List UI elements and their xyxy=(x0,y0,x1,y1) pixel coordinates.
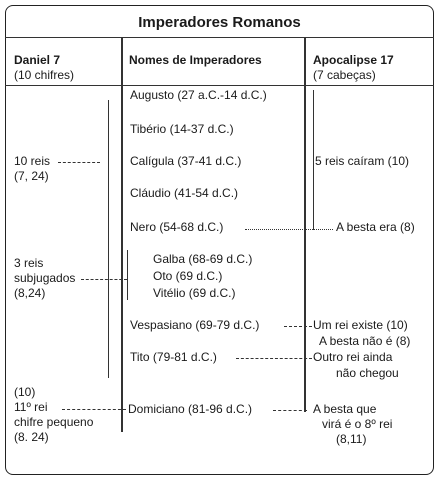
daniel-ten-kings-ref: (7, 24) xyxy=(14,169,49,183)
apoc-beast-coming-ref: (8,11) xyxy=(336,432,367,446)
emperors-header: Nomes de Imperadores xyxy=(129,53,262,67)
header-underline xyxy=(5,85,434,86)
daniel-eleventh-verse: (10) xyxy=(14,385,36,399)
daniel-three-kings: 3 reis xyxy=(14,256,44,270)
daniel-header: Daniel 7 xyxy=(14,53,61,67)
daniel-three-kings-connector xyxy=(81,279,127,280)
apoc-not-yet-come: não chegou xyxy=(336,366,399,380)
apoc-eighth-king: virá é o 8º rei xyxy=(322,417,393,431)
emperor-name: Vespasiano (69-79 d.C.) xyxy=(130,318,260,332)
apoc-beast-was: A besta era (8) xyxy=(336,220,415,234)
apoc-other-king: Outro rei ainda xyxy=(313,350,393,364)
column-divider-right xyxy=(304,37,306,412)
apoc-five-fallen: 5 reis caíram (10) xyxy=(315,154,410,168)
domitian-connector xyxy=(273,410,307,411)
emperor-name: Vitélio (69 d.C.) xyxy=(153,286,236,300)
apocalipse-bracket-line xyxy=(313,90,314,230)
chart-title: Imperadores Romanos xyxy=(138,14,301,31)
apoc-beast-coming: A besta que xyxy=(313,402,377,416)
daniel-little-horn: chifre pequeno xyxy=(14,415,94,429)
title-divider xyxy=(5,37,434,38)
emperor-name: Oto (69 d.C.) xyxy=(153,269,223,283)
titus-connector xyxy=(236,358,312,359)
daniel-three-kings-ref: (8,24) xyxy=(14,286,46,300)
daniel-eleventh-king: 11º rei xyxy=(14,400,48,414)
emperor-name: Calígula (37-41 d.C.) xyxy=(130,154,242,168)
apoc-one-is: Um rei existe (10) xyxy=(313,318,408,332)
nero-connector xyxy=(245,229,333,230)
daniel-eleventh-connector xyxy=(62,409,126,410)
column-divider-left xyxy=(121,37,123,432)
daniel-ten-kings: 10 reis xyxy=(14,154,51,168)
subjugated-bracket-line xyxy=(127,250,128,300)
emperor-name: Galba (68-69 d.C.) xyxy=(153,252,253,266)
daniel-three-kings-subjugated: subjugados xyxy=(14,271,76,285)
apocalipse-subheader: (7 cabeças) xyxy=(313,68,376,82)
apocalipse-header: Apocalipse 17 xyxy=(313,53,394,67)
apoc-beast-is-not: A besta não é (8) xyxy=(319,334,411,348)
daniel-bracket-line xyxy=(108,100,109,378)
vespasian-connector xyxy=(284,326,312,327)
daniel-eleventh-ref: (8. 24) xyxy=(14,430,49,444)
emperor-name: Nero (54-68 d.C.) xyxy=(130,220,224,234)
emperor-name: Tibério (14-37 d.C.) xyxy=(130,122,234,136)
emperor-name: Tito (79-81 d.C.) xyxy=(130,350,217,364)
daniel-ten-kings-connector xyxy=(58,162,100,163)
emperor-name: Domiciano (81-96 d.C.) xyxy=(128,402,253,416)
emperor-name: Cláudio (41-54 d.C.) xyxy=(130,186,239,200)
daniel-subheader: (10 chifres) xyxy=(14,68,75,82)
emperor-name: Augusto (27 a.C.-14 d.C.) xyxy=(130,88,267,102)
